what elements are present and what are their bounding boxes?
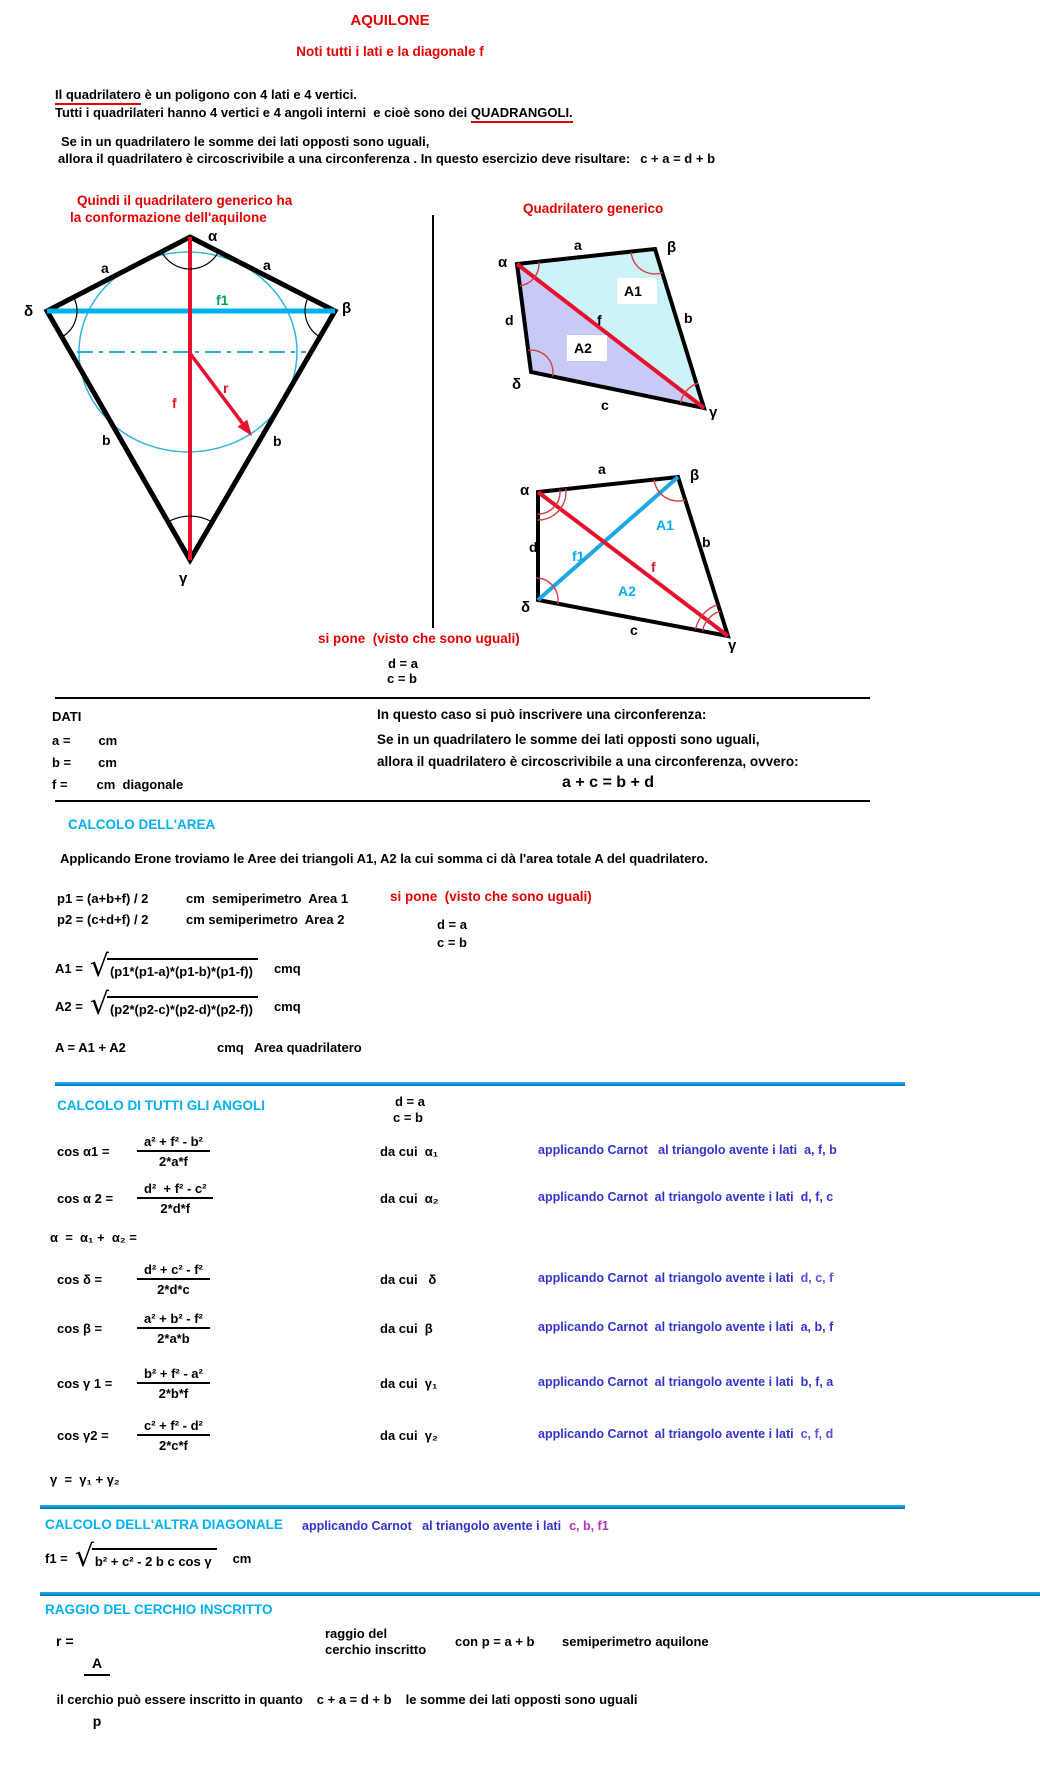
carnot-note: applicando Carnot al triangolo avente i lati a, f, b xyxy=(538,1143,837,1157)
kite-label-delta: δ xyxy=(24,303,34,320)
angoli-sum-gamma: γ = γ₁ + γ₂ xyxy=(50,1472,120,1487)
divider-black-1 xyxy=(55,697,870,699)
kite-label-gamma: γ xyxy=(179,570,188,587)
quad1-title: Quadrilatero generico xyxy=(523,201,664,216)
area-total-formula: A = A1 + A2 xyxy=(55,1040,126,1055)
quad1-label-d: d xyxy=(505,312,514,328)
area-eq2: c = b xyxy=(437,935,467,950)
raggio-heading: RAGGIO DEL CERCHIO INSCRITTO xyxy=(45,1602,273,1617)
intro-line-3: Se in un quadrilatero le somme dei lati opposti sono uguali, xyxy=(61,134,430,149)
diagonale-lati: c, b, f1 xyxy=(569,1519,609,1533)
area-a1-root-formula: A1 = √ (p1*(p1-a)*(p1-b)*(p1-f)) cmq xyxy=(55,949,301,984)
angle-row-delta: cos δ = d² + c² - f² 2*d*c da cui δ applicando Carnot al triangolo avente i lati d, c, f xyxy=(57,1262,834,1297)
divider-blue-3 xyxy=(40,1592,1040,1596)
quad1-label-area1: A1 xyxy=(624,283,642,299)
area-heading: CALCOLO DELL'AREA xyxy=(68,817,216,832)
kite-caption-line1: Quindi il quadrilatero generico ha xyxy=(77,193,293,208)
diagonale-carnot-note: applicando Carnot al triangolo avente i lati c, b, f1 xyxy=(302,1519,609,1533)
quad1-label-b: b xyxy=(684,310,693,326)
raggio-lhs: r = xyxy=(56,1633,74,1649)
raggio-fraction: $\frac{A}{p}$ xyxy=(84,1620,110,1765)
area-p1-formula: p1 = (a+b+f) / 2 xyxy=(57,891,149,906)
underlined-term-quadrangoli: QUADRANGOLI. xyxy=(471,105,573,123)
quad1-label-alpha: α xyxy=(498,254,508,271)
kite-r-arrow xyxy=(189,352,252,436)
carnot-note: applicando Carnot al triangolo avente i lati d, f, c xyxy=(538,1190,834,1204)
quad2-label-alpha: α xyxy=(520,482,530,499)
quad1-label-area2: A2 xyxy=(574,340,592,356)
quad1-label-beta: β xyxy=(667,239,677,256)
angle-row-alpha2: cos α 2 = d² + f² - c² 2*d*f da cui α₂ applicando Carnot al triangolo avente i lati d, f, c xyxy=(57,1181,834,1216)
quad1-label-delta: δ xyxy=(512,376,522,393)
quad2-label-f1: f1 xyxy=(572,548,585,564)
divider-blue-2 xyxy=(40,1505,905,1509)
diagonale-heading: CALCOLO DELL'ALTRA DIAGONALE xyxy=(45,1517,283,1532)
intro-line-4: allora il quadrilatero è circoscrivibile a una circonferenza . In questo esercizio deve risultare: c + a = d + b xyxy=(58,151,716,166)
quad1-label-a: a xyxy=(574,237,582,253)
kite-label-beta: β xyxy=(342,300,352,317)
carnot-note: applicando Carnot al triangolo avente i lati a, b, f xyxy=(538,1320,834,1334)
angle-row-alpha1: cos α1 = a² + f² - b² 2*a*f da cui α₁ applicando Carnot al triangolo avente i lati a, f, b xyxy=(57,1134,837,1169)
circ-line-3: allora il quadrilatero è circoscrivibile a una circonferenza, ovvero: xyxy=(377,754,799,769)
dati-row-f: f = cm diagonale xyxy=(52,777,184,792)
divider-black-2 xyxy=(55,800,870,802)
dati-row-b: b = cm xyxy=(52,755,117,770)
angle-row-beta: cos β = a² + b² - f² 2*a*b da cui β applicando Carnot al triangolo avente i lati a, b, f xyxy=(57,1311,834,1346)
area-p2-formula: p2 = (c+d+f) / 2 xyxy=(57,912,149,927)
quad2-figure xyxy=(536,477,728,636)
fraction: d² + c² - f² 2*d*c xyxy=(137,1262,210,1297)
kite-label-r: r xyxy=(223,380,229,396)
raggio-footer-formula: c + a = d + b xyxy=(316,1692,392,1708)
circ-line-1: In questo caso si può inscrivere una circonferenza: xyxy=(377,707,707,722)
quad1-label-f: f xyxy=(597,312,602,328)
fraction: b² + f² - a² 2*b*f xyxy=(137,1366,210,1401)
intro-line-1: Il quadrilatero è un poligono con 4 lati e 4 vertici. xyxy=(55,87,357,103)
fraction: a² + f² - b² 2*a*f xyxy=(137,1134,210,1169)
carnot-note: applicando Carnot al triangolo avente i lati c, f, d xyxy=(538,1427,834,1441)
page-subtitle: Noti tutti i lati e la diagonale f xyxy=(296,44,484,59)
carnot-note: applicando Carnot al triangolo avente i lati b, f, a xyxy=(538,1375,834,1389)
area-p1-note: cm semiperimetro Area 1 xyxy=(186,891,349,906)
kite-label-a-right: a xyxy=(263,257,271,273)
fraction: a² + b² - f² 2*a*b xyxy=(137,1311,210,1346)
fraction: d² + f² - c² 2*d*f xyxy=(137,1181,213,1216)
kite-figure xyxy=(47,237,335,560)
quad2-label-b: b xyxy=(702,534,711,550)
area-p2-note: cm semiperimetro Area 2 xyxy=(186,912,345,927)
dati-heading: DATI xyxy=(52,709,82,724)
quad2-label-area2: A2 xyxy=(618,583,636,599)
dati-row-a: a = cm xyxy=(52,733,118,748)
kite-caption-line2: la conformazione dell'aquilone xyxy=(70,210,267,225)
area-total-note: cmq Area quadrilatero xyxy=(217,1040,362,1055)
kite-label-b-right: b xyxy=(273,433,282,449)
circ-formula: a + c = b + d xyxy=(562,774,655,791)
angoli-eq2: c = b xyxy=(393,1110,423,1125)
quad2-label-d: d xyxy=(529,539,538,555)
diagonale-root-formula: f1 = √ b² + c² - 2 b c cos γ cm xyxy=(45,1539,252,1574)
kite-label-alpha: α xyxy=(208,228,218,245)
angoli-sum-alpha: α = α₁ + α₂ = xyxy=(50,1230,137,1245)
area-a2-root-formula: A2 = √ (p2*(p2-c)*(p2-d)*(p2-f)) cmq xyxy=(55,987,301,1022)
quad1-label-c: c xyxy=(601,397,609,413)
quad2-label-beta: β xyxy=(690,467,700,484)
si-pone-note: si pone (visto che sono uguali) xyxy=(318,631,520,646)
underlined-term-quadrilatero: Il quadrilatero xyxy=(55,87,141,105)
raggio-note-line2: cerchio inscritto xyxy=(325,1642,427,1657)
page-title: AQUILONE xyxy=(350,12,430,29)
area-intro: Applicando Erone troviamo le Aree dei triangoli A1, A2 la cui somma ci dà l'area totale A del quadrilatero. xyxy=(60,851,708,866)
angle-row-gamma1: cos γ 1 = b² + f² - a² 2*b*f da cui γ₁ applicando Carnot al triangolo avente i lati b, f, a xyxy=(57,1366,834,1401)
kite-label-f1: f1 xyxy=(216,292,229,308)
radical-sign: √ xyxy=(89,949,109,984)
angoli-eq1: d = a xyxy=(395,1094,425,1109)
kite-label-f: f xyxy=(172,395,177,411)
quad2-label-area1: A1 xyxy=(656,517,674,533)
quad2-label-gamma: γ xyxy=(728,637,737,654)
quad2-label-f: f xyxy=(651,559,656,575)
raggio-cond-note: semiperimetro aquilone xyxy=(562,1634,709,1649)
intro-formula: c + a = d + b xyxy=(640,151,716,166)
angoli-heading: CALCOLO DI TUTTI GLI ANGOLI xyxy=(57,1098,265,1113)
carnot-note: applicando Carnot al triangolo avente i lati d, c, f xyxy=(538,1271,834,1285)
quad2-f-diagonal xyxy=(538,492,728,636)
circ-line-2: Se in un quadrilatero le somme dei lati opposti sono uguali, xyxy=(377,732,760,747)
quad1-label-gamma: γ xyxy=(709,404,718,421)
intro-line-2: Tutti i quadrilateri hanno 4 vertici e 4 angoli interni e cioè sono dei QUADRANGOLI. xyxy=(55,105,573,121)
raggio-footer: il cerchio può essere inscritto in quanto c + a = d + b le somme dei lati opposti sono uguali xyxy=(56,1692,638,1708)
area-si-pone-note: si pone (visto che sono uguali) xyxy=(390,889,592,904)
raggio-note-line1: raggio del xyxy=(325,1626,388,1641)
quad2-label-a: a xyxy=(598,461,606,477)
si-pone-eq2: c = b xyxy=(387,671,417,686)
area-eq1: d = a xyxy=(437,917,467,932)
radical-sign: √ xyxy=(89,987,109,1022)
quad1-figure xyxy=(517,249,704,408)
si-pone-eq1: d = a xyxy=(388,656,418,671)
quad2-label-c: c xyxy=(630,622,638,638)
raggio-cond: con p = a + b xyxy=(455,1634,535,1649)
quad2-label-delta: δ xyxy=(521,599,531,616)
fraction: c² + f² - d² 2*c*f xyxy=(137,1418,210,1453)
radical-sign: √ xyxy=(74,1539,94,1574)
divider-blue-1 xyxy=(55,1082,905,1086)
kite-label-a-left: a xyxy=(101,260,109,276)
kite-label-b-left: b xyxy=(102,432,111,448)
angle-row-gamma2: cos γ2 = c² + f² - d² 2*c*f da cui γ₂ applicando Carnot al triangolo avente i lati c, f, d xyxy=(57,1418,834,1453)
